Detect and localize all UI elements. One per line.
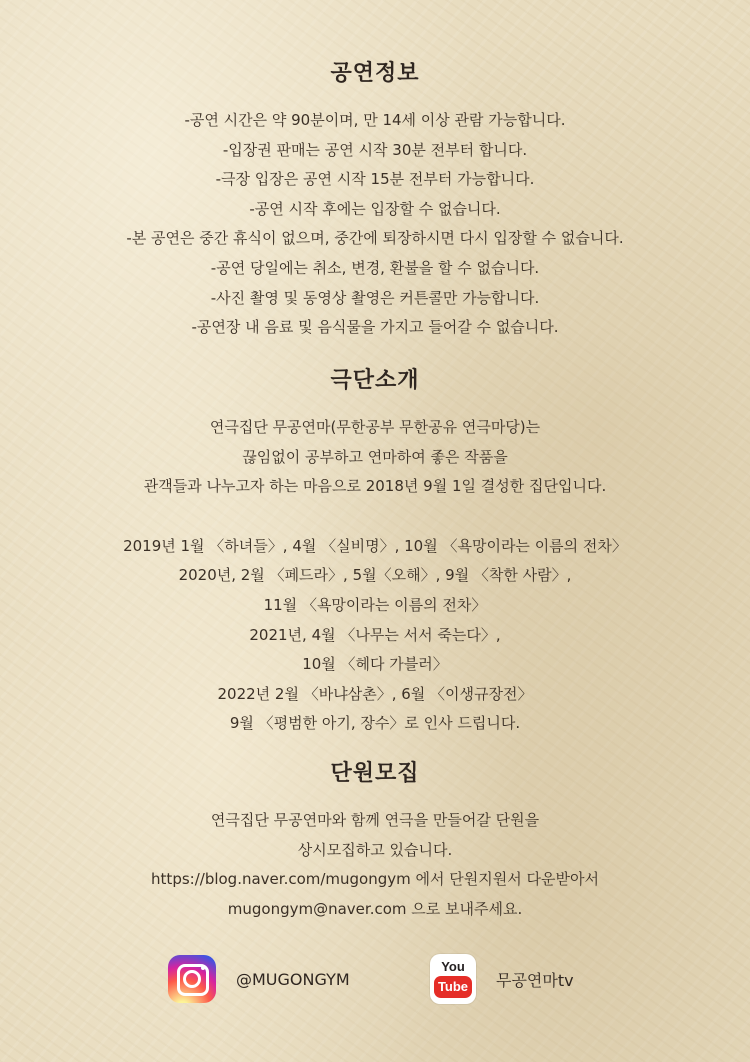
history-line: 2021년, 4월 〈나무는 서서 죽는다〉, (249, 625, 501, 644)
youtube-logo-top: You (441, 959, 465, 974)
info-line: -공연장 내 음료 및 음식물을 가지고 들어갈 수 없습니다. (191, 318, 559, 337)
info-line: -공연 시간은 약 90분이며, 만 14세 이상 관람 가능합니다. (184, 111, 566, 129)
history-line: 2019년 1월 〈하녀들〉, 4월 〈실비명〉, 10월 〈욕망이라는 이름의 전차〉 (123, 536, 627, 555)
instagram-link[interactable] (168, 954, 350, 1004)
history-line: 2020년, 2월 〈페드라〉, 5월〈오해〉, 9월 〈착한 사람〉, (178, 566, 572, 585)
performance-info-section (0, 56, 750, 343)
history-line: 10월 〈헤다 가블러〉 (302, 655, 448, 674)
info-line: -공연 당일에는 취소, 변경, 환불을 할 수 없습니다. (210, 258, 540, 277)
youtube-channel-name: 무공연마tv (496, 970, 574, 990)
instagram-icon (168, 955, 216, 1003)
info-line: -사진 촬영 및 동영상 촬영은 커튼콜만 가능합니다. (210, 288, 540, 307)
recruit-email-line: mugongym@naver.com 으로 보내주세요. (227, 899, 523, 918)
history-line: 2022년 2월 〈바냐삼촌〉, 6월 〈이생규장전〉 (217, 684, 533, 703)
recruit-line: 상시모집하고 있습니다. (297, 840, 453, 859)
youtube-logo-bottom: Tube (434, 976, 472, 998)
recruit-line: 연극집단 무공연마와 함께 연극을 만들어갈 단원을 (210, 811, 540, 829)
intro-line: 연극집단 무공연마(무한공부 무한공유 연극마당)는 (209, 418, 541, 436)
info-line: -입장권 판매는 공연 시작 30분 전부터 합니다. (222, 140, 528, 159)
info-line: -본 공연은 중간 휴식이 없으며, 중간에 퇴장하시면 다시 입장할 수 없습니다. (126, 229, 624, 248)
troupe-intro-title: 극단소개 (330, 368, 420, 393)
performance-info-title: 공연정보 (330, 61, 420, 86)
history-line: 9월 〈평범한 아기, 장수〉로 인사 드립니다. (229, 714, 521, 733)
troupe-intro-text (0, 413, 750, 739)
troupe-intro-section (0, 363, 750, 739)
intro-line: 관객들과 나누고자 하는 마음으로 2018년 9월 1일 결성한 집단입니다. (143, 477, 607, 496)
recruit-url-line: https://blog.naver.com/mugongym 에서 단원지원서 다운받아서 (151, 870, 599, 889)
youtube-icon (430, 954, 476, 1004)
youtube-link[interactable] (430, 954, 574, 1004)
intro-line: 끊임없이 공부하고 연마하여 좋은 작품을 (242, 447, 508, 466)
recruitment-text (0, 806, 750, 924)
recruitment-section (0, 756, 750, 924)
history-line: 11월 〈욕망이라는 이름의 전차〉 (263, 595, 487, 614)
performance-info-list (0, 106, 750, 343)
info-line: -극장 입장은 공연 시작 15분 전부터 가능합니다. (215, 170, 535, 189)
recruitment-title: 단원모집 (330, 761, 420, 786)
instagram-handle: @MUGONGYM (236, 969, 350, 989)
info-line: -공연 시작 후에는 입장할 수 없습니다. (249, 199, 501, 218)
